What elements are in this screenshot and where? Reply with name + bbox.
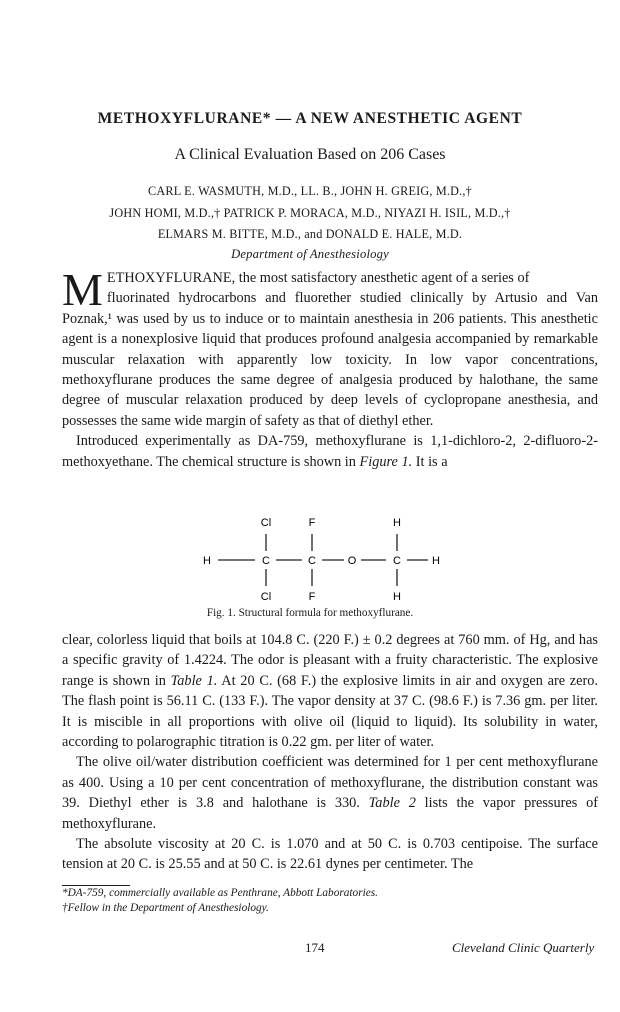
formula-diagram (200, 512, 440, 608)
atom-mid-o: O (347, 555, 357, 567)
journal-name: Cleveland Clinic Quarterly (452, 940, 595, 955)
footnotes (62, 886, 598, 917)
author-block (0, 181, 620, 262)
distribution-paragraph (62, 752, 598, 834)
page-number: 174 (305, 940, 325, 955)
intro-paragraph (62, 264, 598, 431)
intro-section (62, 264, 598, 472)
author-line-1: CARL E. WASMUTH, M.D., LL. B., JOHN H. GREIG, M.D.,† (148, 184, 472, 198)
department: Department of Anesthesiology (231, 246, 389, 261)
figure-label: Fig. 1. (206, 607, 236, 619)
atom-top-2: F (308, 517, 316, 529)
atom-top-3: H (393, 517, 401, 529)
intro-rest: Van Poznak,¹ was used by us to induce or to maintain anesthesia in 206 patients. This anesthetic agent is a nonexplosive liquid that produces profound analgesia accompanied by remarkable muscular relaxation with apparently low toxicity. In low vapor concentrations, methoxyflurane produces the same degree of analgesia produced by halothane, the same degree of muscular relaxation produced by deep levels of cyclopropane anesthesia, and possesses the same wide margin of safety as that of diethyl ether. (62, 290, 598, 429)
distribution-text-b: lists the vapor pressures of methoxyflurane. (62, 795, 598, 832)
chemistry-paragraph (62, 431, 598, 472)
properties-section (62, 630, 598, 875)
drop-cap: M (62, 264, 103, 315)
chemistry-text-end: It is a (412, 453, 448, 470)
properties-paragraph (62, 630, 598, 752)
article-title: METHOXYFLURANE* — A NEW ANESTHETIC AGENT (97, 110, 523, 127)
table-2-reference: Table 2 (368, 795, 416, 812)
figure-caption (0, 607, 620, 619)
structural-formula (200, 512, 440, 608)
viscosity-paragraph: The absolute viscosity at 20 C. is 1.070 and at 50 C. is 0.703 centipoise. The surface tension at 20 C. is 25.55 and at 50 C. is 22.61 dynes per centimeter. The (62, 836, 598, 873)
table-1-reference: Table 1. (170, 672, 218, 689)
atom-bottom-2: F (308, 591, 316, 603)
atom-bottom-3: H (393, 591, 401, 603)
figure-reference: Figure 1. (359, 453, 413, 470)
atom-mid-c3: C (393, 555, 401, 567)
properties-text-b: At 20 C. (68 F.) the explosive limits in air and oxygen are zero. The flash point is 56.11 C. (133 F.). The vapor density at 37 C. (98.6 F.) is 7.36 gm. per liter. It is miscible in all proportions with olive oil (liquid to liquid). Its solubility in water, according to polarographic titration is 0.22 gm. per liter of water. (62, 672, 598, 751)
distribution-text-a: The olive oil/water distribution coefficient was determined for 1 per cent methoxyflurane as 400. Using a 10 per cent concentration of methoxyflurane, the distribution constant was 39. Diethyl ether is 3.8 and halothane is 330. (62, 754, 598, 812)
footnote-asterisk: *DA-759, commercially available as Penthrane, Abbott Laboratories. (62, 887, 378, 899)
figure-caption-text: Structural formula for methoxyflurane. (238, 607, 414, 619)
intro-line-2: fluorinated hydrocarbons and fluorether studied clinically by Artusio and (106, 290, 568, 307)
atom-mid-c1: C (262, 555, 270, 567)
chemistry-text: Introduced experimentally as DA-759, methoxyflurane is 1,1-dichloro-2, 2-difluoro-2-methoxyethane. The chemical structure is shown in (62, 433, 598, 470)
footnote-dagger: †Fellow in the Department of Anesthesiology. (62, 902, 269, 915)
properties-text-a: clear, colorless liquid that boils at 104.8 C. (220 F.) ± 0.2 degrees at 760 mm. of Hg, and has a specific gravity of 1.4224. The odor is pleasant with a fruity characteristic. The explosive range is shown in (62, 632, 598, 689)
author-line-3: ELMARS M. BITTE, M.D., and DONALD E. HALE, M.D. (157, 227, 463, 241)
atom-top-1: Cl (260, 517, 272, 529)
atom-mid-c2: C (308, 555, 316, 567)
atom-bottom-1: Cl (260, 591, 272, 603)
atom-mid-h-right: H (432, 555, 440, 567)
author-line-2: JOHN HOMI, M.D.,† PATRICK P. MORACA, M.D., NIYAZI H. ISIL, M.D.,† (109, 205, 511, 220)
article-subtitle: A Clinical Evaluation Based on 206 Cases (174, 146, 446, 163)
intro-line-1: ETHOXYFLURANE, the most satisfactory anesthetic agent of a series of (106, 270, 530, 286)
atom-mid-h-left: H (203, 555, 211, 567)
